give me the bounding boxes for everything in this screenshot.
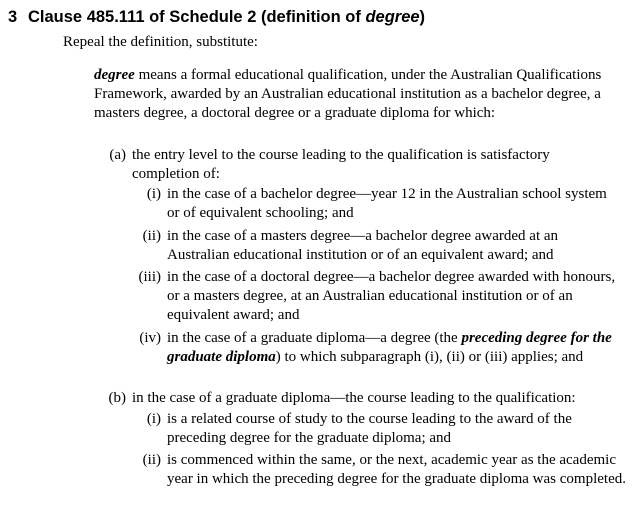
- subparagraph-label: (i): [146, 411, 161, 427]
- text-before-term: in the case of a graduate diploma—a degree (the: [167, 330, 462, 346]
- defined-term-preceding-degree: preceding degree for the graduate diploma: [167, 330, 612, 365]
- heading-suffix: ): [419, 8, 426, 26]
- heading-term: degree: [365, 8, 420, 26]
- heading-prefix: Clause 485.111 of Schedule 2 (definition of: [28, 8, 366, 26]
- subparagraph-text: [167, 329, 637, 367]
- defined-term-degree: degree: [94, 67, 135, 83]
- definition-intro: [94, 66, 634, 123]
- subparagraph-text: in the case of a masters degree—a bachelor degree awarded at an Australian educational institution or of an equivalent award; and: [167, 228, 559, 263]
- subparagraph-text: is commenced within the same, or the next, academic year as the academic year in which the preceding degree for the graduate diploma was completed.: [167, 452, 626, 487]
- subparagraph-label: (ii): [142, 452, 161, 468]
- subparagraph-label: (i): [146, 186, 161, 202]
- subparagraph-label: (iv): [139, 330, 161, 346]
- paragraph-text: the entry level to the course leading to the qualification is satisfactory completion of:: [132, 147, 550, 182]
- subparagraph-label: (ii): [142, 228, 161, 244]
- subparagraph-text: in the case of a doctoral degree—a bachelor degree awarded with honours, or a masters degree, at an Australian educational institution or of an equivalent award; and: [167, 269, 616, 323]
- subparagraph-text: in the case of a bachelor degree—year 12 in the Australian school system or of equivalent schooling; and: [167, 186, 607, 221]
- paragraph-label: (b): [108, 390, 126, 406]
- text-after-term: ) to which subparagraph (i), (ii) or (iii) applies; and: [275, 349, 584, 365]
- amendment-instruction: Repeal the definition, substitute:: [63, 34, 258, 50]
- definition-intro-text: means a formal educational qualification, under the Australian Qualifications Framework, awarded by an Australian educational institution as a bachelor degree, a masters degree, a doctoral degree or a graduate diploma for which:: [94, 67, 602, 121]
- paragraph-label: (a): [109, 147, 126, 163]
- item-number: 3: [8, 8, 18, 26]
- amendment-heading: [8, 6, 425, 28]
- subparagraph-text: is a related course of study to the course leading to the award of the preceding degree for the graduate diploma; and: [167, 411, 572, 446]
- paragraph-text: in the case of a graduate diploma—the course leading to the qualification:: [132, 390, 576, 406]
- subparagraph-label: (iii): [138, 269, 161, 285]
